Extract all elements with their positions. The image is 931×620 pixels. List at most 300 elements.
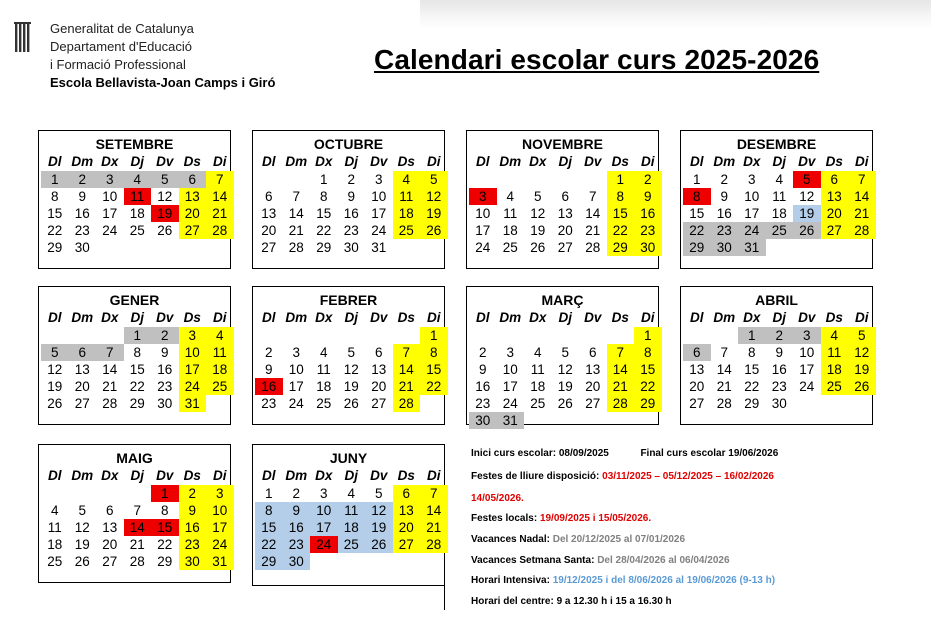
day-cell: 26	[365, 536, 393, 553]
day-cell: 2	[69, 171, 97, 188]
day-cell: 18	[316, 379, 332, 394]
day-cell: 21	[129, 537, 145, 552]
local-holidays-label: Festes locals:	[471, 513, 538, 524]
school-hours: Horari del centre: 9 a 12.30 h i 15 a 16.30 h	[471, 596, 672, 607]
day-cell: 2	[264, 345, 273, 360]
day-cell: 23	[711, 222, 739, 239]
weekday-header: Di	[427, 154, 441, 169]
day-cell: 30	[634, 239, 662, 256]
day-cell: 20	[74, 379, 90, 394]
day-cell: 5	[41, 344, 69, 361]
day-cell: 21	[288, 223, 304, 238]
day-cell: 10	[371, 189, 387, 204]
day-cell: 3	[747, 172, 756, 187]
day-cell: 28	[129, 554, 145, 569]
day-cell: 8	[607, 188, 635, 205]
day-cell: 11	[206, 344, 234, 361]
day-cell: 15	[634, 361, 662, 378]
day-cell: 2	[151, 327, 179, 344]
day-cell: 10	[179, 344, 207, 361]
day-cell: 30	[771, 396, 787, 411]
day-cell: 12	[420, 188, 448, 205]
day-cell: 11	[124, 188, 152, 205]
day-cell: 14	[607, 361, 635, 378]
day-cell: 18	[821, 361, 849, 378]
weekday-header: Dx	[529, 310, 547, 325]
weekday-header: Dv	[370, 468, 388, 483]
day-cell: 31	[371, 240, 387, 255]
weekday-header: Dx	[743, 154, 761, 169]
weekday-header: Dm	[71, 468, 94, 483]
day-cell: 23	[157, 379, 173, 394]
day-cell: 31	[738, 239, 766, 256]
day-cell: 16	[283, 519, 311, 536]
day-cell: 28	[102, 396, 118, 411]
day-cell: 16	[716, 206, 732, 221]
weekday-header: Di	[641, 310, 655, 325]
day-cell: 27	[179, 222, 207, 239]
day-cell: 22	[634, 378, 662, 395]
weekday-header: Dm	[71, 154, 94, 169]
weekday-header: Dx	[101, 154, 119, 169]
day-cell: 1	[738, 327, 766, 344]
day-cell: 2	[634, 171, 662, 188]
weekday-header: Dm	[285, 468, 308, 483]
day-cell: 17	[102, 206, 118, 221]
day-cell: 15	[255, 519, 283, 536]
weekday-header: Dv	[156, 310, 174, 325]
day-cell: 30	[711, 239, 739, 256]
day-cell: 29	[129, 396, 145, 411]
day-cell: 18	[393, 205, 421, 222]
day-cell: 10	[799, 345, 815, 360]
weekday-header: Dx	[101, 468, 119, 483]
day-cell: 17	[288, 379, 304, 394]
weekday-header: Dj	[772, 310, 786, 325]
day-cell: 19	[365, 519, 393, 536]
day-cell: 10	[310, 502, 338, 519]
day-cell: 27	[557, 240, 573, 255]
day-cell: 25	[206, 378, 234, 395]
day-cell: 24	[371, 223, 387, 238]
day-cell: 28	[288, 240, 304, 255]
day-cell: 20	[393, 519, 421, 536]
day-cell: 3	[96, 171, 124, 188]
day-cell: 16	[634, 205, 662, 222]
day-cell: 26	[343, 396, 359, 411]
day-cell: 27	[102, 554, 118, 569]
day-cell: 14	[716, 362, 732, 377]
day-cell: 18	[206, 361, 234, 378]
day-cell: 26	[47, 396, 63, 411]
day-cell: 29	[744, 396, 760, 411]
day-cell: 23	[475, 396, 491, 411]
day-cell: 30	[157, 396, 173, 411]
day-cell: 6	[561, 189, 569, 204]
intensive-label: Horari Intensiva:	[471, 575, 550, 586]
day-cell: 19	[151, 205, 179, 222]
day-cell: 22	[607, 222, 635, 239]
day-cell: 24	[179, 378, 207, 395]
day-cell: 3	[206, 485, 234, 502]
day-cell: 8	[420, 344, 448, 361]
day-cell: 17	[744, 206, 760, 221]
day-cell: 10	[288, 362, 304, 377]
free-days-value-2: 14/05/2026.	[471, 493, 524, 504]
day-cell: 2	[720, 172, 728, 187]
day-cell: 6	[821, 171, 849, 188]
day-cell: 15	[744, 362, 760, 377]
day-cell: 9	[179, 502, 207, 519]
weekday-header: Dl	[690, 154, 704, 169]
top-shade	[420, 0, 931, 30]
day-cell: 12	[799, 189, 815, 204]
day-cell: 30	[469, 412, 497, 429]
easter-value: Del 28/04/2026 al 06/04/2026	[597, 555, 730, 566]
weekday-header: Dv	[370, 310, 388, 325]
day-cell: 11	[530, 362, 545, 377]
day-cell: 29	[634, 395, 662, 412]
day-cell: 31	[179, 395, 207, 412]
day-cell: 17	[179, 361, 207, 378]
day-cell: 17	[310, 519, 338, 536]
day-cell: 3	[469, 188, 497, 205]
day-cell: 1	[264, 486, 273, 501]
day-cell: 24	[475, 240, 491, 255]
weekday-header: Dl	[48, 310, 62, 325]
day-cell: 17	[206, 519, 234, 536]
day-cell: 11	[47, 520, 62, 535]
page-title: Calendari escolar curs 2025-2026	[374, 44, 820, 75]
day-cell: 7	[848, 171, 876, 188]
day-cell: 24	[799, 379, 815, 394]
day-cell: 27	[689, 396, 705, 411]
month-novembre	[466, 130, 659, 269]
day-cell: 20	[179, 205, 207, 222]
day-cell: 12	[74, 520, 90, 535]
day-cell: 5	[533, 189, 542, 204]
day-cell: 4	[347, 486, 355, 501]
day-cell: 14	[206, 188, 234, 205]
day-cell: 14	[848, 188, 876, 205]
day-cell: 19	[343, 379, 359, 394]
month-name: FEBRER	[319, 292, 378, 308]
day-cell: 30	[343, 240, 359, 255]
day-cell: 28	[206, 222, 234, 239]
day-cell: 15	[420, 361, 448, 378]
day-cell: 3	[319, 486, 328, 501]
day-cell: 19	[530, 223, 546, 238]
day-cell: 15	[47, 206, 63, 221]
day-cell: 12	[848, 344, 876, 361]
weekday-header: Dx	[743, 310, 761, 325]
weekday-header: Dm	[71, 310, 94, 325]
weekday-header: Ds	[183, 310, 201, 325]
day-cell: 8	[255, 502, 283, 519]
day-cell: 26	[420, 222, 448, 239]
easter-label: Vacances Setmana Santa:	[471, 555, 595, 566]
day-cell: 25	[47, 554, 63, 569]
day-cell: 1	[124, 327, 152, 344]
day-cell: 27	[371, 396, 387, 411]
day-cell: 29	[607, 239, 635, 256]
month-name: JUNY	[329, 450, 368, 466]
month-name: GENER	[109, 292, 160, 308]
weekday-header: Ds	[397, 468, 415, 483]
day-cell: 9	[160, 345, 169, 360]
day-cell: 22	[683, 222, 711, 239]
day-cell: 26	[793, 222, 821, 239]
day-cell: 12	[157, 189, 173, 204]
weekday-header: Di	[641, 154, 655, 169]
day-cell: 4	[533, 345, 542, 360]
day-cell: 6	[374, 345, 383, 360]
day-cell: 19	[557, 379, 573, 394]
institution-block	[50, 20, 275, 92]
day-cell: 5	[561, 345, 569, 360]
day-cell: 5	[793, 171, 821, 188]
month-name: SETEMBRE	[95, 136, 174, 152]
day-cell: 24	[102, 223, 118, 238]
day-cell: 12	[557, 362, 573, 377]
weekday-header: Dm	[499, 310, 522, 325]
day-cell: 19	[793, 205, 821, 222]
month-març	[466, 286, 659, 428]
day-cell: 25	[530, 396, 546, 411]
day-cell: 7	[720, 345, 728, 360]
day-cell: 16	[343, 206, 359, 221]
day-cell: 1	[319, 172, 328, 187]
day-cell: 27	[821, 222, 849, 239]
day-cell: 25	[393, 222, 421, 239]
day-cell: 28	[848, 222, 876, 239]
weekday-header: Dm	[285, 310, 308, 325]
weekday-header: Dj	[558, 310, 572, 325]
month-name: ABRIL	[755, 292, 798, 308]
weekday-header: Dv	[798, 310, 816, 325]
day-cell: 23	[283, 536, 311, 553]
day-cell: 9	[283, 502, 311, 519]
day-cell: 15	[316, 206, 332, 221]
weekday-header: Dl	[476, 310, 490, 325]
day-cell: 4	[775, 172, 783, 187]
day-cell: 9	[478, 362, 487, 377]
day-cell: 4	[206, 327, 234, 344]
day-cell: 22	[129, 379, 145, 394]
day-cell: 22	[316, 223, 332, 238]
day-cell: 29	[157, 554, 173, 569]
day-cell: 14	[585, 206, 601, 221]
day-cell: 27	[393, 536, 421, 553]
day-cell: 10	[206, 502, 234, 519]
day-cell: 1	[420, 327, 448, 344]
weekday-header: Dv	[584, 154, 602, 169]
day-cell: 12	[365, 502, 393, 519]
month-gener	[38, 286, 231, 425]
weekday-header: Ds	[397, 310, 415, 325]
day-cell: 17	[502, 379, 518, 394]
weekday-header: Dx	[315, 468, 333, 483]
day-cell: 15	[689, 206, 705, 221]
day-cell: 7	[588, 189, 597, 204]
day-cell: 28	[607, 395, 635, 412]
day-cell: 16	[475, 379, 491, 394]
day-cell: 14	[393, 361, 421, 378]
day-cell: 10	[102, 189, 118, 204]
weekday-header: Dj	[772, 154, 786, 169]
day-cell: 14	[102, 362, 118, 377]
day-cell: 24	[738, 222, 766, 239]
day-cell: 6	[393, 485, 421, 502]
day-cell: 27	[261, 240, 277, 255]
day-cell: 8	[747, 345, 756, 360]
month-maig	[38, 444, 231, 583]
day-cell: 9	[264, 362, 273, 377]
weekday-header: Di	[855, 154, 869, 169]
day-cell: 6	[683, 344, 711, 361]
day-cell: 8	[50, 189, 59, 204]
day-cell: 23	[74, 223, 90, 238]
weekday-header: Dv	[584, 310, 602, 325]
day-cell: 13	[393, 502, 421, 519]
weekday-header: Dm	[713, 310, 736, 325]
day-cell: 9	[78, 189, 86, 204]
day-cell: 2	[292, 486, 300, 501]
day-cell: 6	[179, 171, 207, 188]
day-cell: 5	[151, 171, 179, 188]
day-cell: 14	[288, 206, 304, 221]
day-cell: 19	[47, 379, 63, 394]
day-cell: 18	[502, 223, 518, 238]
weekday-header: Dx	[315, 154, 333, 169]
course-start: Inici curs escolar: 08/09/2025	[471, 448, 609, 459]
day-cell: 25	[129, 223, 145, 238]
divider	[444, 585, 445, 610]
day-cell: 8	[133, 345, 141, 360]
day-cell: 27	[585, 396, 601, 411]
month-juny	[252, 444, 445, 586]
day-cell: 21	[393, 378, 421, 395]
day-cell: 26	[557, 396, 573, 411]
day-cell: 21	[585, 223, 601, 238]
day-cell: 20	[689, 379, 705, 394]
weekday-header: Dj	[344, 310, 358, 325]
day-cell: 7	[420, 485, 448, 502]
day-cell: 21	[102, 379, 118, 394]
free-days-value: 03/11/2025 – 05/12/2025 – 16/02/2026	[602, 471, 774, 482]
weekday-header: Ds	[825, 310, 843, 325]
weekday-header: Dx	[101, 310, 119, 325]
local-holidays-value: 19/09/2025 i 15/05/2026.	[539, 513, 652, 524]
weekday-header: Dl	[262, 154, 276, 169]
day-cell: 11	[338, 502, 366, 519]
day-cell: 5	[420, 171, 448, 188]
day-cell: 3	[506, 345, 514, 360]
month-setembre	[38, 130, 231, 269]
month-name: MAIG	[116, 450, 153, 466]
weekday-header: Dl	[48, 468, 62, 483]
day-cell: 25	[316, 396, 332, 411]
day-cell: 18	[771, 206, 787, 221]
day-cell: 7	[292, 189, 300, 204]
day-cell: 18	[338, 519, 366, 536]
day-cell: 23	[261, 396, 277, 411]
month-name: NOVEMBRE	[522, 136, 603, 152]
weekday-header: Ds	[183, 154, 201, 169]
day-cell: 24	[310, 536, 338, 553]
day-cell: 2	[179, 485, 207, 502]
weekday-header: Dj	[558, 154, 572, 169]
day-cell: 20	[261, 223, 277, 238]
day-cell: 1	[41, 171, 69, 188]
day-cell: 13	[371, 362, 387, 377]
day-cell: 13	[585, 362, 601, 377]
day-cell: 14	[420, 502, 448, 519]
weekday-header: Dj	[344, 154, 358, 169]
day-cell: 1	[607, 171, 635, 188]
day-cell: 9	[634, 188, 662, 205]
day-cell: 21	[420, 519, 448, 536]
month-name: MARÇ	[541, 292, 584, 308]
day-cell: 7	[96, 344, 124, 361]
day-cell: 28	[585, 240, 601, 255]
day-cell: 5	[848, 327, 876, 344]
day-cell: 31	[497, 412, 525, 429]
day-cell: 16	[179, 519, 207, 536]
day-cell: 11	[393, 188, 421, 205]
day-cell: 9	[347, 189, 355, 204]
day-cell: 22	[157, 537, 173, 552]
weekday-header: Dj	[130, 468, 144, 483]
institution-line: Generalitat de Catalunya	[50, 21, 194, 36]
day-cell: 4	[506, 189, 514, 204]
day-cell: 11	[772, 189, 787, 204]
day-cell: 13	[821, 188, 849, 205]
day-cell: 4	[319, 345, 328, 360]
day-cell: 7	[133, 503, 141, 518]
day-cell: 26	[157, 223, 173, 238]
day-cell: 31	[206, 553, 234, 570]
free-days-label: Festes de lliure disposició:	[471, 471, 600, 482]
day-cell: 12	[343, 362, 359, 377]
day-cell: 16	[255, 378, 283, 395]
month-octubre	[252, 130, 445, 269]
day-cell: 8	[634, 344, 662, 361]
day-cell: 20	[821, 205, 849, 222]
day-cell: 5	[374, 486, 383, 501]
day-cell: 24	[502, 396, 518, 411]
day-cell: 29	[47, 240, 63, 255]
day-cell: 2	[478, 345, 487, 360]
day-cell: 19	[848, 361, 876, 378]
day-cell: 5	[347, 345, 355, 360]
day-cell: 17	[371, 206, 387, 221]
day-cell: 20	[102, 537, 118, 552]
day-cell: 28	[420, 536, 448, 553]
day-cell: 25	[338, 536, 366, 553]
day-cell: 4	[50, 503, 59, 518]
weekday-header: Dl	[262, 468, 276, 483]
weekday-header: Dv	[156, 468, 174, 483]
day-cell: 13	[102, 520, 118, 535]
weekday-header: Dj	[130, 154, 144, 169]
day-cell: 3	[374, 172, 383, 187]
school-name: Escola Bellavista-Joan Camps i Giró	[50, 75, 276, 90]
day-cell: 24	[206, 536, 234, 553]
day-cell: 23	[179, 536, 207, 553]
day-cell: 21	[607, 378, 635, 395]
day-cell: 13	[689, 362, 705, 377]
